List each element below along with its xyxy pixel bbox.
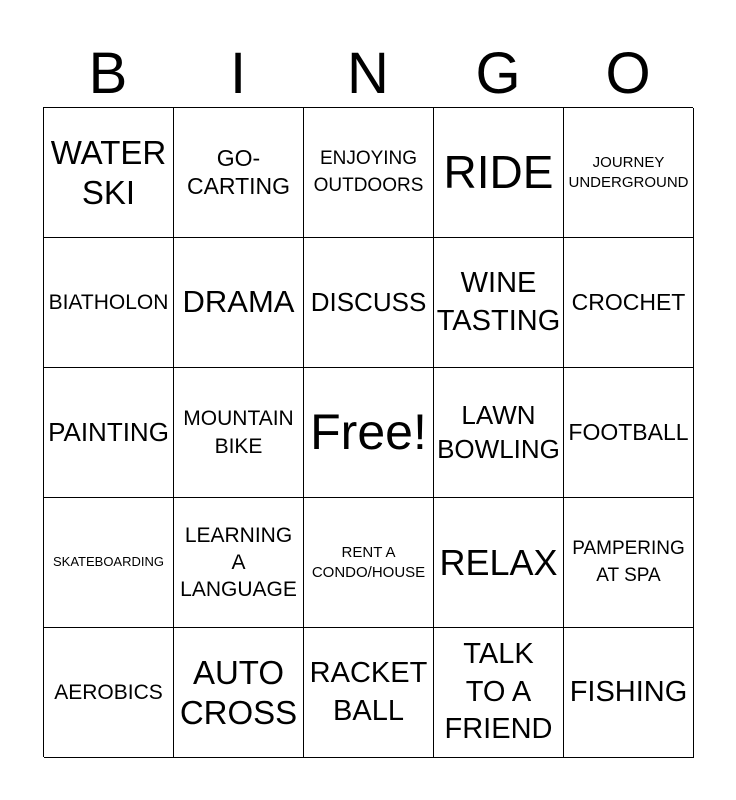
bingo-cell[interactable] bbox=[44, 108, 174, 238]
cell-label: RACKET BALL bbox=[309, 656, 428, 727]
cell-label: MOUNTAIN BIKE bbox=[183, 407, 294, 458]
cell-label: CROCHET bbox=[571, 288, 686, 315]
bingo-cell[interactable] bbox=[564, 498, 694, 628]
free-space-cell[interactable] bbox=[304, 368, 434, 498]
bingo-card-grid bbox=[43, 107, 693, 757]
cell-label: AEROBICS bbox=[54, 680, 163, 704]
cell-label: WINE TASTING bbox=[436, 266, 561, 337]
cell-label: ENJOYING OUTDOORS bbox=[313, 147, 424, 196]
bingo-cell[interactable] bbox=[434, 498, 564, 628]
bingo-cell[interactable] bbox=[434, 628, 564, 758]
bingo-cell[interactable] bbox=[564, 368, 694, 498]
bingo-cell[interactable] bbox=[44, 498, 174, 628]
bingo-header bbox=[43, 40, 693, 108]
cell-label: GO- CARTING bbox=[186, 144, 291, 199]
cell-label: LEARNING A LANGUAGE bbox=[180, 523, 297, 602]
header-letter-n: N bbox=[347, 41, 389, 106]
bingo-cell[interactable] bbox=[564, 108, 694, 238]
bingo-cell[interactable] bbox=[174, 368, 304, 498]
cell-label: LAWN BOWLING bbox=[437, 399, 560, 464]
bingo-cell[interactable] bbox=[174, 108, 304, 238]
bingo-cell[interactable] bbox=[434, 108, 564, 238]
bingo-cell[interactable] bbox=[564, 628, 694, 758]
header-letter-b: B bbox=[88, 41, 128, 106]
bingo-cell[interactable] bbox=[174, 498, 304, 628]
cell-label: RENT A CONDO/HOUSE bbox=[311, 544, 426, 581]
cell-label: DRAMA bbox=[182, 284, 295, 320]
cell-label: BIATHOLON bbox=[48, 290, 169, 314]
bingo-cell[interactable] bbox=[44, 368, 174, 498]
header-letter-i: I bbox=[229, 41, 247, 106]
cell-label: RELAX bbox=[439, 541, 558, 583]
bingo-cell[interactable] bbox=[304, 628, 434, 758]
header-letter-o: O bbox=[605, 41, 651, 106]
bingo-cell[interactable] bbox=[304, 498, 434, 628]
cell-label: WATER SKI bbox=[50, 133, 167, 211]
bingo-cell[interactable] bbox=[304, 108, 434, 238]
bingo-cell[interactable] bbox=[434, 238, 564, 368]
cell-label: FISHING bbox=[569, 675, 688, 708]
header-letter-g: G bbox=[475, 41, 521, 106]
cell-label: RIDE bbox=[443, 146, 554, 199]
bingo-cell[interactable] bbox=[434, 368, 564, 498]
bingo-cell[interactable] bbox=[44, 628, 174, 758]
bingo-cell[interactable] bbox=[564, 238, 694, 368]
cell-label: TALK TO A FRIEND bbox=[444, 637, 553, 746]
cell-label: DISCUSS bbox=[310, 286, 427, 317]
bingo-cell[interactable] bbox=[174, 628, 304, 758]
bingo-cell[interactable] bbox=[304, 238, 434, 368]
cell-label: JOURNEY UNDERGROUND bbox=[568, 154, 689, 191]
cell-label: AUTO CROSS bbox=[179, 653, 298, 731]
cell-label: SKATEBOARDING bbox=[52, 554, 164, 570]
cell-label: FOOTBALL bbox=[568, 418, 689, 445]
bingo-cell[interactable] bbox=[44, 238, 174, 368]
cell-label: PAMPERING AT SPA bbox=[572, 537, 685, 586]
free-space-label: Free! bbox=[310, 404, 427, 460]
bingo-cell[interactable] bbox=[174, 238, 304, 368]
cell-label: PAINTING bbox=[48, 416, 169, 447]
